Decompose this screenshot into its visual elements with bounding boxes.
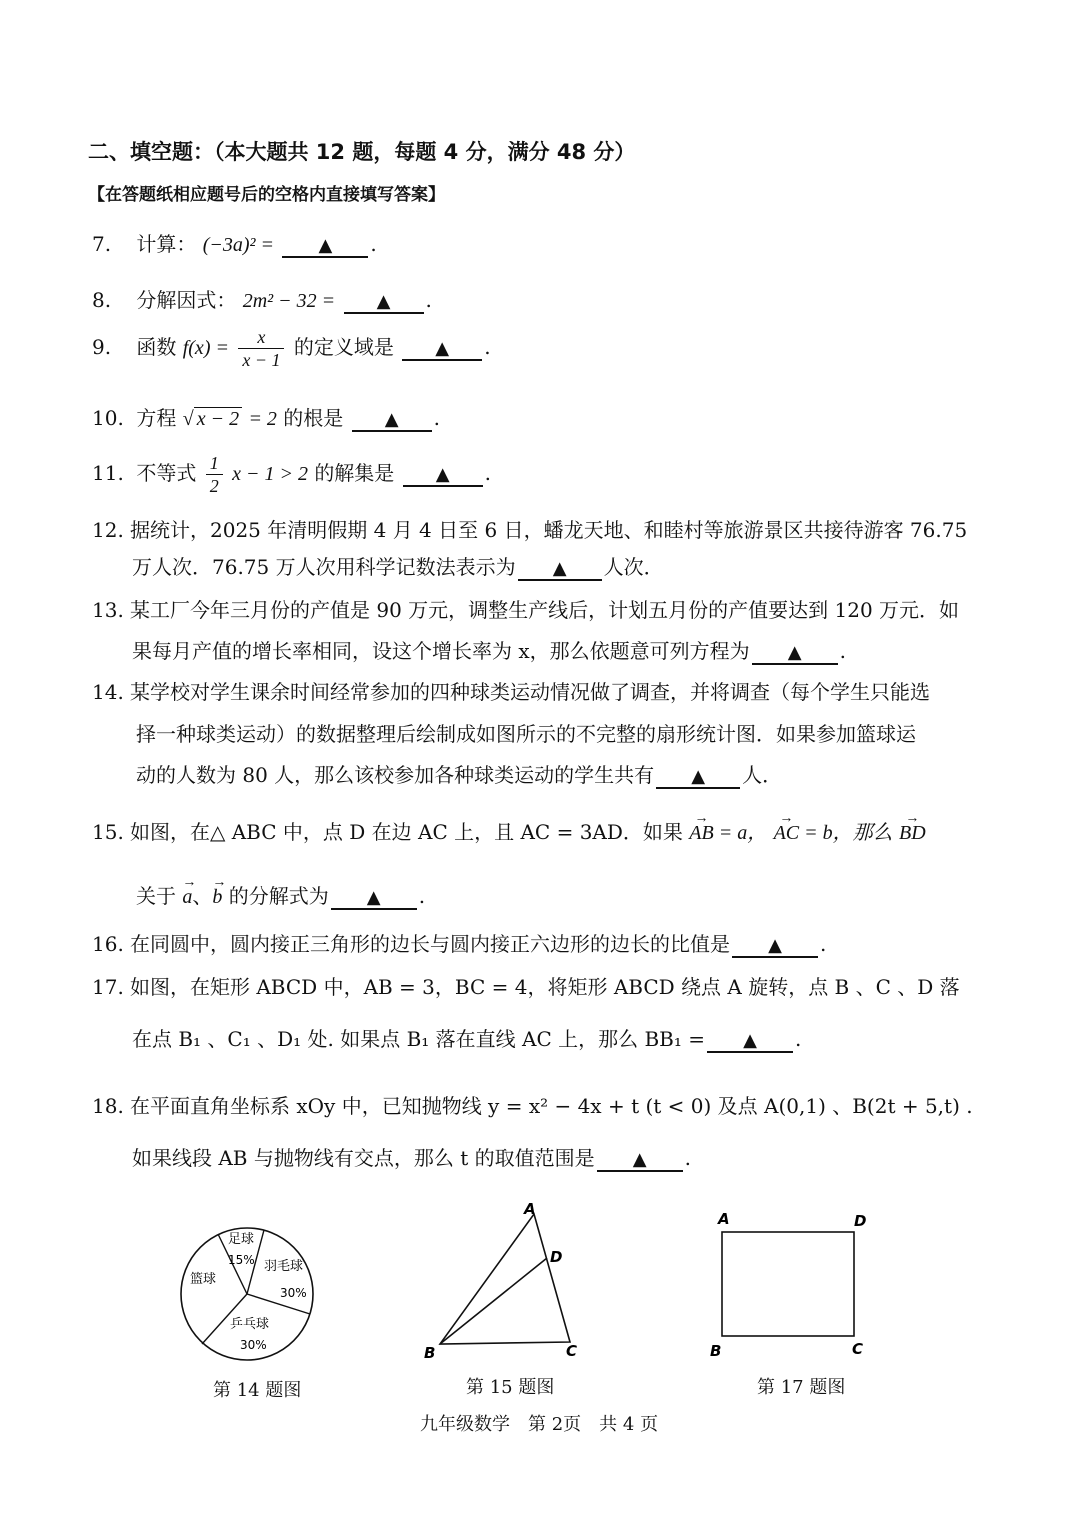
blank-mark: ▲ (632, 1149, 647, 1170)
rectangle-abcd (722, 1232, 854, 1336)
blank-mark: ▲ (435, 338, 450, 359)
question-18-line2 (132, 1146, 691, 1172)
question-12 (92, 518, 967, 542)
question-text-line1: 某工厂今年三月份的产值是 90 万元，调整生产线后，计划五月份的产值要达到 120 万元．如 (130, 598, 960, 622)
question-text-line2: 万人次．76.75 万人次用科学记数法表示为 (132, 555, 516, 579)
question-text-line3: 动的人数为 80 人，那么该校参加各种球类运动的学生共有 (136, 763, 655, 787)
question-16 (92, 932, 826, 958)
blank-mark: ▲ (552, 558, 567, 579)
math-expression: (−3a)² = (202, 234, 275, 256)
question-text-line1: 如图，在△ ABC 中，点 D 在边 AC 上，且 AC = 3AD．如果 (130, 820, 683, 844)
question-text: 在同圆中，圆内接正三角形的边长与圆内接正六边形的边长的比值是 (130, 932, 730, 956)
answer-blank[interactable] (403, 463, 483, 487)
question-number: 17. (92, 975, 124, 999)
vector-eq-b: = b，那么 (799, 822, 893, 844)
question-text-line2: 关于 (136, 884, 176, 908)
period: . (820, 932, 827, 956)
question-15 (92, 820, 926, 845)
question-number: 13. (92, 598, 124, 622)
period: . (684, 1146, 691, 1170)
vector-ac: → AC (774, 821, 800, 845)
slice-percent: 30% (240, 1338, 267, 1352)
question-10 (92, 406, 440, 432)
question-text-tail: 的分解式为 (228, 884, 329, 908)
figure-15-triangle (410, 1196, 590, 1368)
answer-blank[interactable] (282, 234, 368, 258)
vertex-label: A (718, 1210, 730, 1228)
page-footer: 九年级数学 第 2页 共 4 页 (420, 1414, 659, 1435)
question-prefix: 分解因式： (136, 288, 237, 312)
question-text-line2: 果每月产值的增长率相同，设这个增长率为 x，那么依题意可列方程为 (132, 639, 750, 663)
period: . (433, 406, 441, 430)
fraction-denominator: x − 1 (242, 350, 281, 370)
slice-label: 篮球 (190, 1272, 217, 1287)
answer-blank[interactable] (707, 1029, 793, 1053)
vector-bd: → BD (899, 821, 926, 845)
slice-label: 乒乓球 (230, 1317, 270, 1332)
question-text-line2: 如果线段 AB 与抛物线有交点，那么 t 的取值范围是 (132, 1146, 595, 1170)
question-13 (92, 598, 959, 622)
question-18 (92, 1094, 973, 1118)
question-number: 10. (92, 406, 124, 430)
vertex-label: A (524, 1200, 536, 1218)
question-number: 18. (92, 1094, 124, 1118)
figure-15-caption: 第 15 题图 (466, 1377, 555, 1398)
question-prefix: 方程 (136, 406, 177, 430)
fraction-numerator: 1 (206, 452, 223, 475)
vertex-label: B (424, 1344, 436, 1362)
question-middle: 的根是 (283, 406, 344, 430)
slice-label: 足球 (228, 1232, 255, 1247)
question-text-tail: 人． (742, 763, 783, 787)
blank-mark: ▲ (691, 766, 706, 787)
blank-mark: ▲ (435, 464, 450, 485)
question-text-line1: 据统计，2025 年清明假期 4 月 4 日至 6 日，蟠龙天地、和睦村等旅游景区共接待游客 76.75 (130, 518, 968, 542)
period: . (795, 1027, 802, 1051)
question-15-line2 (136, 884, 425, 910)
question-7 (92, 232, 377, 258)
vector-a: → a (182, 885, 192, 909)
question-text-tail: 人次． (603, 555, 664, 579)
sqrt-radicand: x − 2 (194, 407, 242, 430)
question-text-line1: 某学校对学生课余时间经常参加的四种球类运动情况做了调查，并将调查（每个学生只能选 (130, 680, 930, 704)
vertex-label: B (710, 1342, 722, 1360)
blank-mark: ▲ (376, 291, 391, 312)
question-14-line3 (136, 763, 782, 789)
blank-mark: ▲ (768, 935, 782, 956)
answer-blank[interactable] (402, 337, 482, 361)
question-14 (92, 680, 930, 704)
figure-14-pie (170, 1214, 330, 1374)
answer-blank[interactable] (518, 557, 602, 581)
question-number: 14. (92, 680, 124, 704)
section-title: 二、填空题：（本大题共 12 题，每题 4 分，满分 48 分） (88, 140, 636, 164)
blank-mark: ▲ (787, 642, 802, 663)
answer-blank[interactable] (752, 641, 838, 665)
figure-17-caption: 第 17 题图 (757, 1377, 846, 1398)
vector-ab: → AB (689, 821, 713, 845)
question-number: 7. (92, 232, 112, 256)
question-prefix: 函数 (136, 335, 177, 359)
question-number: 9. (92, 335, 112, 359)
question-text-line1: 如图，在矩形 ABCD 中，AB = 3，BC = 4，将矩形 ABCD 绕点 A 旋转，点 B 、C 、D 落 (130, 975, 960, 999)
question-number: 8. (92, 288, 112, 312)
fraction (238, 326, 284, 371)
blank-mark: ▲ (743, 1030, 757, 1051)
question-text-line2: 在点 B₁ 、C₁ 、D₁ 处. 如果点 B₁ 落在直线 AC 上，那么 BB₁ = (132, 1027, 706, 1051)
answer-blank[interactable] (352, 408, 432, 432)
period: . (418, 884, 426, 908)
figure-14-caption: 第 14 题图 (213, 1380, 302, 1401)
vertex-label: D (550, 1248, 563, 1266)
separator: 、 (192, 884, 213, 908)
fraction (206, 452, 223, 497)
question-12-line2 (132, 555, 664, 581)
question-13-line2 (132, 639, 846, 665)
period: . (425, 288, 432, 312)
fraction-denominator: 2 (209, 476, 219, 496)
question-middle: 的解集是 (314, 461, 395, 485)
slice-percent: 15% (228, 1253, 255, 1267)
vertex-label: D (854, 1212, 867, 1230)
question-prefix: 计算： (136, 232, 197, 256)
question-14-line2: 择一种球类运动）的数据整理后绘制成如图所示的不完整的扇形统计图．如果参加篮球运 (136, 722, 916, 746)
question-number: 15. (92, 820, 124, 844)
slice-percent: 30% (280, 1286, 307, 1300)
question-17-line2 (132, 1027, 801, 1053)
answer-blank[interactable] (344, 290, 424, 314)
question-8 (92, 288, 432, 314)
question-number: 12. (92, 518, 124, 542)
blank-mark: ▲ (366, 887, 381, 908)
fraction-numerator: x (238, 326, 284, 349)
math-rhs: = 2 (248, 408, 277, 430)
question-text-line1: 在平面直角坐标系 xOy 中，已知抛物线 y = x² − 4x + t (t < 0) 及点 A(0,1) 、B(2t + 5,t) . (130, 1094, 973, 1118)
period: . (839, 639, 846, 663)
question-11 (92, 452, 491, 497)
question-9 (92, 326, 491, 371)
math-expression: 2m² − 32 = (242, 290, 336, 312)
answer-blank[interactable] (597, 1148, 683, 1172)
blank-mark: ▲ (318, 235, 333, 256)
figure-17-rectangle (700, 1204, 880, 1366)
period: . (370, 232, 377, 256)
blank-mark: ▲ (384, 409, 399, 430)
question-number: 11. (92, 461, 124, 485)
question-number: 16. (92, 932, 124, 956)
answer-blank[interactable] (732, 934, 818, 958)
sqrt-expression: √ x − 2 (183, 407, 242, 430)
question-17 (92, 975, 960, 999)
vertex-label: C (566, 1342, 578, 1360)
slice-label: 羽毛球 (264, 1259, 304, 1274)
answer-blank[interactable] (656, 765, 740, 789)
function-lhs: f(x) = (182, 337, 229, 359)
vertex-label: C (852, 1340, 864, 1358)
vector-b: → b (212, 885, 222, 909)
answer-blank[interactable] (331, 886, 417, 910)
question-prefix: 不等式 (136, 461, 197, 485)
triangle-abc (440, 1214, 570, 1344)
period: . (484, 461, 492, 485)
question-middle: 的定义域是 (293, 335, 394, 359)
period: . (484, 335, 491, 359)
math-expression: x − 1 > 2 (232, 463, 308, 485)
vector-eq-a: = a， (713, 822, 768, 844)
section-note: 【在答题纸相应题号后的空格内直接填写答案】 (88, 185, 445, 205)
